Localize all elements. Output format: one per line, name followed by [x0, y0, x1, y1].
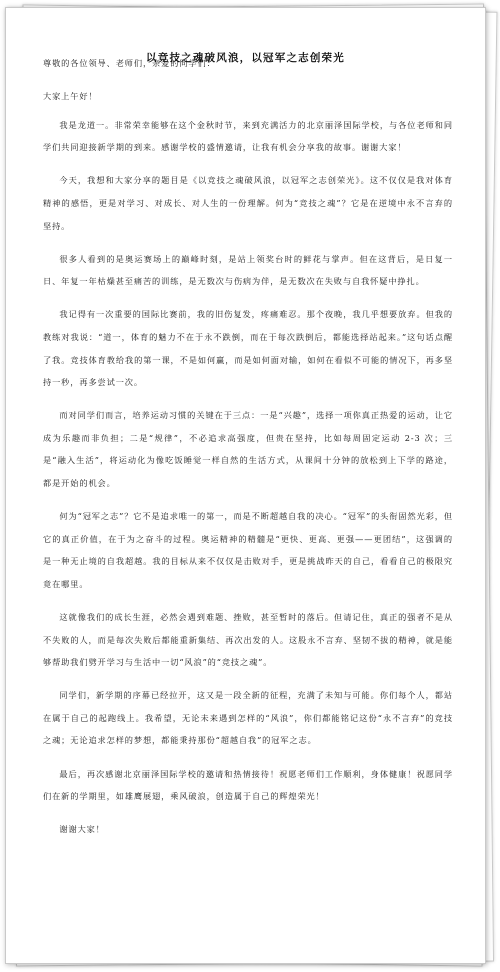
paragraph: 最后，再次感谢北京丽泽国际学校的邀请和热情接待！祝愿老师们工作顺利，身体健康！祝愿同学们在新的学期里，如雄鹰展翅，乘风破浪，创造属于自己的辉煌荣光！ [43, 768, 453, 802]
paragraph: 我是龙道一。非常荣幸能够在这个金秋时节，来到充满活力的北京丽泽国际学校，与各位老师和同学们共同迎接新学期的到来。感谢学校的盛情邀请，让我有机会分享我的故事。谢谢大家！ [43, 119, 453, 153]
paper-sheet-front [5, 7, 486, 964]
closing-thanks: 谢谢大家！ [59, 824, 105, 835]
salutation: 尊敬的各位领导、老师们，亲爱的同学们： [43, 58, 216, 68]
paragraph: 何为“冠军之志”？它不是追求唯一的第一，而是不断超越自我的决心。“冠军”的头衔固然光彩，但它的真正价值，在于为之奋斗的过程。奥运精神的精髓是“更快、更高、更强——更团结”，这强调的是一种无止境的自我超越。我的目标从来不仅仅是击败对手，更是挑战昨天的自己，看看自己的极限究竟在哪里。 [43, 511, 453, 589]
greeting: 大家上午好！ [43, 91, 98, 102]
paragraph: 而对同学们而言，培养运动习惯的关键在于三点：一是“兴趣”，选择一项你真正热爱的运动，让它成为乐趣而非负担；二是“规律”，不必追求高强度，但贵在坚持，比如每周固定运动 2-3 次；三是“融入生活”，将运动化为像吃饭睡觉一样自然的生活方式，从课间十分钟的放松到上下学的路途，都是开始的机会。 [43, 410, 453, 488]
paragraph: 这就像我们的成长生涯，必然会遇到难题、挫败，甚至暂时的落后。但请记住，真正的强者不是从不失败的人，而是每次失败后都能重新集结、再次出发的人。这股永不言弃、坚韧不拔的精神，就是能够帮助我们劈开学习与生活中一切“风浪”的“竞技之魂”。 [43, 611, 453, 668]
document-title: 以竞技之魂破风浪，以冠军之志创荣光 [146, 52, 345, 64]
paragraph: 我记得有一次重要的国际比赛前，我的旧伤复发，疼痛难忍。那个夜晚，我几乎想要放弃。但我的教练对我说：“道一，体育的魅力不在于永不跌倒，而在于每次跌倒后，都能选择站起来。”这句话点醒了我。竞技体育教给我的第一课，不是如何赢，而是如何面对输，如何在看似不可能的情况下，再多坚持一秒，再多尝试一次。 [43, 309, 453, 388]
document-body [43, 52, 453, 851]
paragraph: 今天，我想和大家分享的题目是《以竞技之魂破风浪，以冠军之志创荣光》。这不仅仅是我对体育精神的感悟，更是对学习、对成长、对人生的一份理解。何为“竞技之魂”？它是在逆境中永不言弃的坚持。 [43, 175, 453, 231]
paragraph: 很多人看到的是奥运赛场上的巅峰时刻，是站上领奖台时的鲜花与掌声。但在这背后，是日复一日、年复一年枯燥甚至痛苦的训练，是无数次与伤病为伴，是无数次在失败与自我怀疑中挣扎。 [43, 253, 453, 287]
paragraph: 同学们，新学期的序幕已经拉开，这又是一段全新的征程，充满了未知与可能。你们每个人，都站在属于自己的起跑线上。我希望，无论未来遇到怎样的“风浪”，你们都能铭记这份“永不言弃”的竞技之魂；无论追求怎样的梦想，都能秉持那份“超越自我”的冠军之志。 [43, 690, 453, 746]
